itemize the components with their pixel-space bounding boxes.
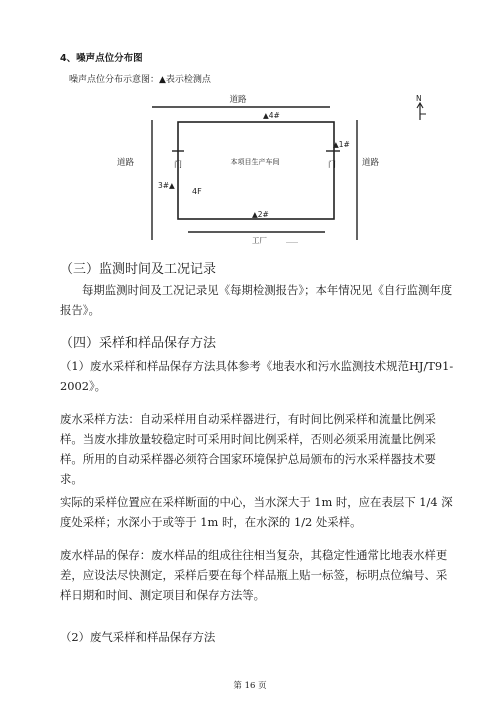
gate-left-label: 门 — [174, 160, 182, 169]
paragraph-wastewater-reference: （1）废水采样和样品保存方法具体参考《地表水和污水监测技术规范HJ/T91-2002》。 — [60, 359, 454, 393]
noise-point-diagram — [100, 90, 460, 250]
section-heading-monitoring-time: （三）监测时间及工况记录 — [60, 262, 217, 277]
paragraph-gas-sampling: （2）废气采样和样品保存方法 — [60, 630, 216, 644]
road-right-label: 道路 — [362, 158, 380, 168]
point-2: ▲2# — [252, 210, 269, 219]
diagram-caption: 噪声点位分布示意图：▲表示检测点 — [69, 75, 211, 85]
paragraph-sampling-position: 实际的采样位置应在采样断面的中心，当水深大于 1m 时，应在表层下 1/4 深度处采样；水深小于或等于 1m 时，在水深的 1/2 处采样。 — [60, 495, 453, 529]
point-1: ▲1# — [333, 140, 350, 149]
road-left-label: 道路 — [117, 158, 135, 168]
gate-right-label: 门 — [328, 160, 336, 169]
section-heading-noise-map: 4、噪声点位分布图 — [60, 53, 143, 64]
building-outline — [178, 122, 334, 219]
point-4: ▲4# — [263, 111, 280, 120]
floors-label: 4F — [192, 187, 202, 196]
factory-label: 工厂 — [252, 236, 267, 245]
north-arrow-icon — [417, 103, 426, 120]
point-3: 3#▲ — [158, 181, 175, 190]
section-heading-sampling: （四）采样和样品保存方法 — [60, 336, 217, 351]
page-number: 第 16 页 — [233, 681, 267, 691]
north-label: N — [416, 94, 422, 103]
paragraph-sample-storage: 废水样品的保存：废水样品的组成往往相当复杂，其稳定性通常比地表水样更差，应设法尽快测定，采样后要在每个样品瓶上贴一标签，标明点位编号、采样日期和时间、测定项目和保存方法等。 — [60, 548, 448, 602]
road-top-label: 道路 — [229, 95, 247, 105]
monitoring-time-paragraph: 每期监测时间及工况记录见《每期检测报告》；本年情况见《自行监测年度报告》。 — [60, 283, 453, 317]
building-label: 本项目生产车间 — [230, 158, 280, 166]
paragraph-wastewater-method: 废水采样方法：自动采样用自动采样器进行，有时间比例采样和流量比例采样。当废水排放量较稳定时可采用时间比例采样，否则必须采用流量比例采样。所用的自动采样器必须符合国家环境保护总局颁布的污水采样器技术要求。 — [60, 412, 436, 486]
faded-stamp: …… — [286, 238, 298, 245]
